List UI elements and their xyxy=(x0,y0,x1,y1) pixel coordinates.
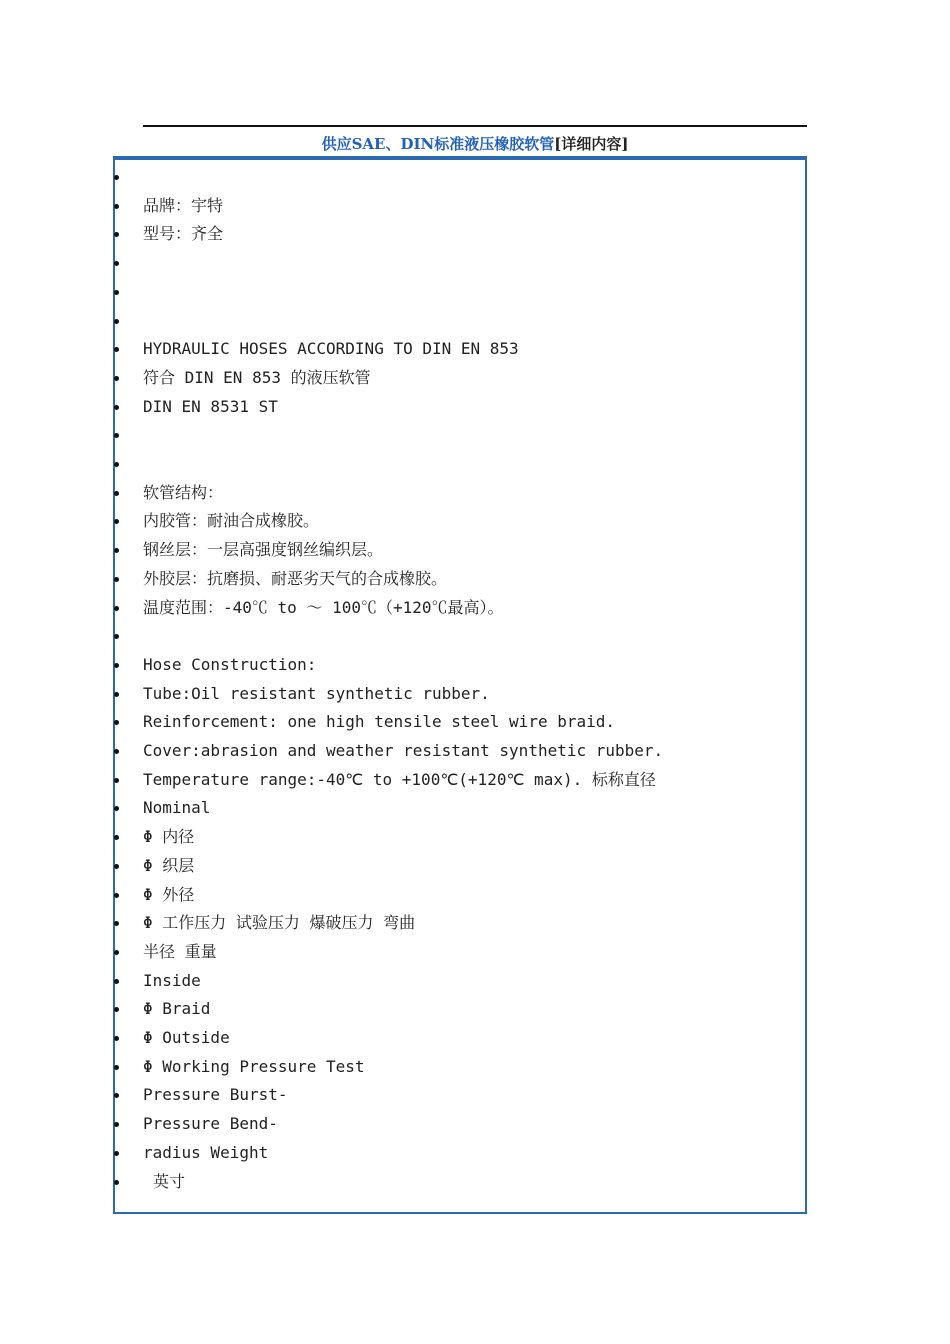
bullet-icon xyxy=(114,376,119,381)
bullet-icon xyxy=(114,204,119,209)
bullet-icon xyxy=(114,864,119,869)
list-item-text: Nominal xyxy=(143,798,211,818)
list-item-text: 内胶管：耐油合成橡胶。 xyxy=(143,511,320,531)
bullet-icon xyxy=(114,1036,119,1041)
list-item-text: 钢丝层：一层高强度钢丝编织层。 xyxy=(143,540,384,560)
list-item-text: 型号：齐全 xyxy=(143,224,224,244)
bullet-icon xyxy=(114,290,119,295)
page-title xyxy=(143,132,807,156)
list-item-text: Reinforcement: one high tensile steel wire braid. xyxy=(143,712,616,732)
bullet-icon xyxy=(114,462,119,467)
list-item-text: 符合 DIN EN 853 的液压软管 xyxy=(143,367,371,387)
list-item-text: DIN EN 8531 ST xyxy=(143,396,278,416)
list-item-text: 品牌：宇特 xyxy=(143,195,224,215)
bullet-icon xyxy=(114,606,119,611)
list-item-text: Φ Outside xyxy=(143,1028,230,1047)
bullet-icon xyxy=(114,1065,119,1070)
bullet-icon xyxy=(114,319,119,324)
list-item-text: Tube:Oil resistant synthetic rubber. xyxy=(143,683,490,703)
list-item-text: Pressure Bend- xyxy=(143,1114,278,1134)
list-item-text: Inside xyxy=(143,970,201,990)
list-item-text: Temperature range:-40℃ to +100℃(+120℃ max). 标称直径 xyxy=(143,769,656,789)
list-item-text: 温度范围：-40℃ to ～ 100℃（+120℃最高）。 xyxy=(143,597,504,617)
bullet-icon xyxy=(114,1180,119,1185)
list-item-text: Hose Construction: xyxy=(143,654,317,674)
bullet-icon xyxy=(114,491,119,496)
bullet-icon xyxy=(114,663,119,668)
list-item-text: radius Weight xyxy=(143,1142,269,1162)
bullet-icon xyxy=(114,749,119,754)
list-item-text: Φ 内径 xyxy=(143,827,195,847)
list-item-text: HYDRAULIC HOSES ACCORDING TO DIN EN 853 xyxy=(143,339,519,359)
list-item-text: Φ Working Pressure Test xyxy=(143,1056,365,1076)
bullet-icon xyxy=(114,175,119,180)
title-suffix: [详细内容] xyxy=(554,135,629,153)
list-item-text: Φ 工作压力 试验压力 爆破压力 弯曲 xyxy=(143,913,416,933)
list-item-text: Φ 织层 xyxy=(143,855,195,875)
list-item-text: Cover:abrasion and weather resistant synthetic rubber. xyxy=(143,741,664,760)
bullet-icon xyxy=(114,405,119,410)
list-item-text: Φ 外径 xyxy=(143,884,195,904)
list-item-text: 外胶层：抗磨损、耐恶劣天气的合成橡胶。 xyxy=(143,568,448,588)
bullet-icon xyxy=(114,893,119,898)
list-item-text: 软管结构： xyxy=(143,482,224,502)
list-item-text: 半径 重量 xyxy=(143,941,217,961)
header-rule xyxy=(143,125,807,127)
list-item-text: Φ Braid xyxy=(143,999,211,1019)
list-item-text: 英寸 xyxy=(153,1171,186,1191)
bullet-icon xyxy=(114,692,119,697)
bullet-icon xyxy=(114,950,119,955)
bullet-icon xyxy=(114,979,119,984)
bullet-icon xyxy=(114,778,119,783)
list-item-text: Pressure Burst- xyxy=(143,1085,288,1105)
bullet-icon xyxy=(114,577,119,582)
bullet-icon xyxy=(114,1151,119,1156)
title-link[interactable]: 供应SAE、DIN标准液压橡胶软管 xyxy=(321,135,555,153)
